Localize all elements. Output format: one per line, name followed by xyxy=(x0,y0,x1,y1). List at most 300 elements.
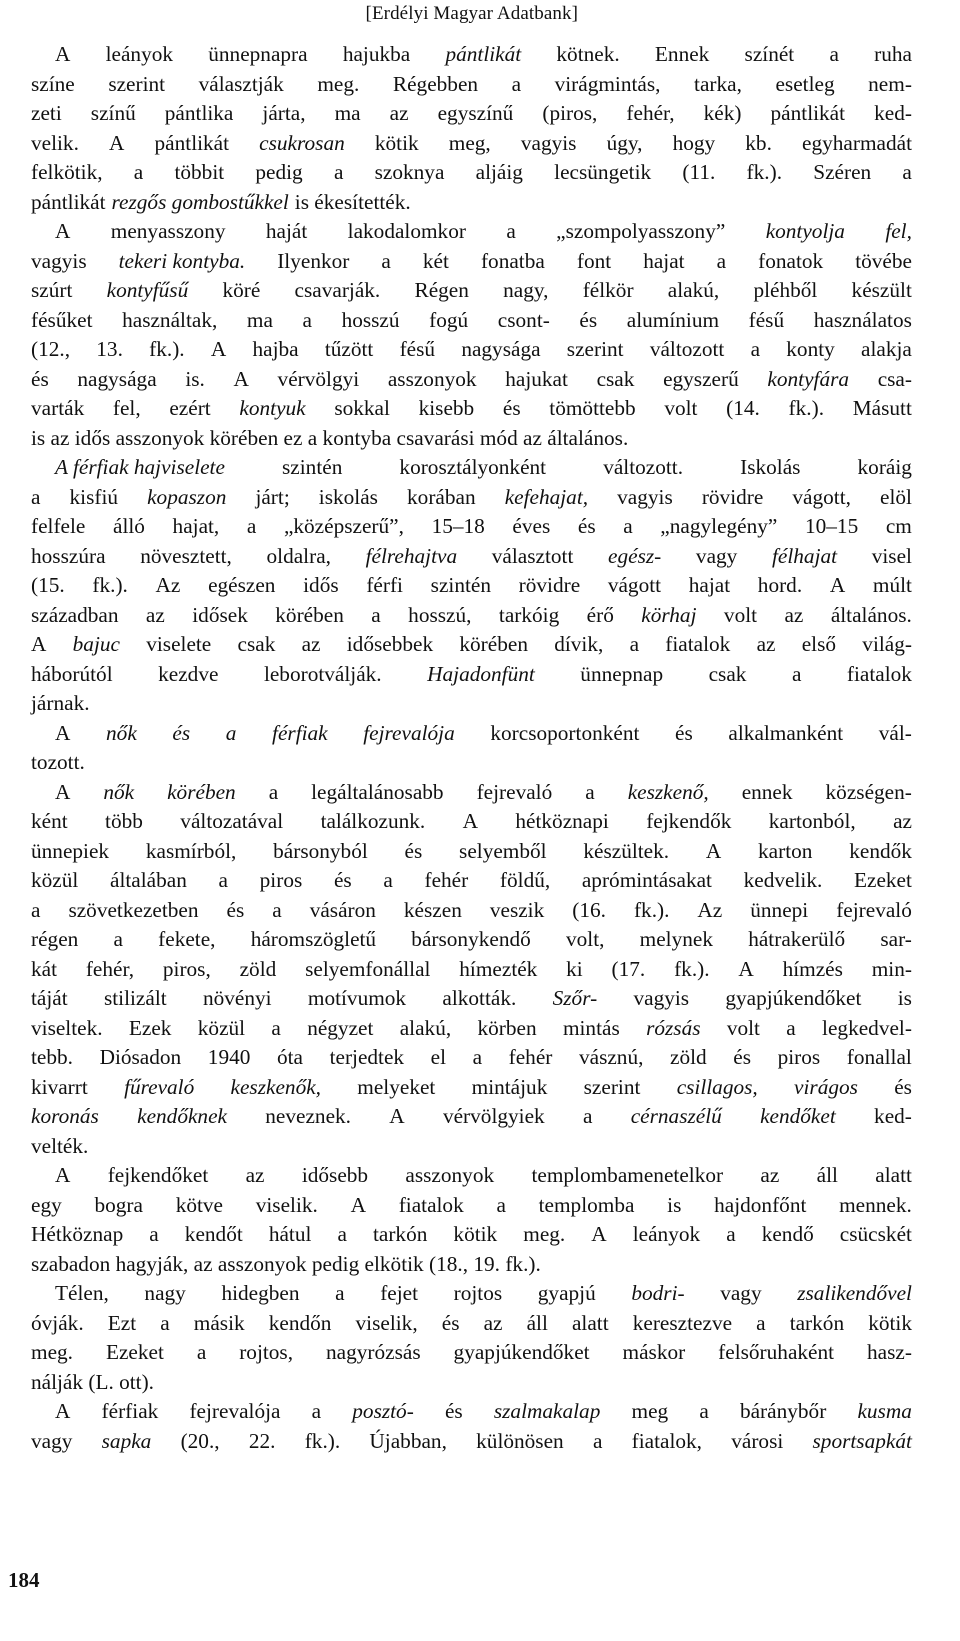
word: hajat, xyxy=(172,514,220,538)
word: és xyxy=(226,897,245,922)
word: iskolás xyxy=(318,484,378,509)
italic-term: szalmakalap xyxy=(493,1399,601,1423)
word: hosszú xyxy=(341,307,400,332)
text-line xyxy=(31,721,912,751)
word: tarkón xyxy=(789,1310,845,1335)
word: (20., xyxy=(180,1428,220,1453)
word: Másutt xyxy=(852,396,912,420)
word: viselik, xyxy=(355,1310,418,1335)
italic-term: kontyuk xyxy=(239,396,306,420)
word: tebb. xyxy=(31,1045,73,1069)
italic-term: koronás xyxy=(31,1104,99,1128)
text-line xyxy=(31,1163,912,1193)
italic-term: kusma xyxy=(857,1399,912,1423)
word: ként xyxy=(31,809,68,833)
word: asszonyok xyxy=(387,366,477,391)
word: fel, xyxy=(112,396,141,420)
word: motívumok xyxy=(307,986,407,1010)
word: általános. xyxy=(830,602,912,627)
word: a xyxy=(506,219,516,243)
word: a xyxy=(196,1340,207,1364)
word: a xyxy=(272,897,282,922)
word: gyapjúkendőket xyxy=(453,1340,590,1364)
word: szerint xyxy=(108,71,166,96)
word: vérvölgyi xyxy=(277,366,360,391)
word: fejet xyxy=(380,1281,419,1305)
word: korában xyxy=(407,484,476,509)
word: ünnepiek xyxy=(31,838,110,863)
italic-term: fejrevalója xyxy=(363,720,455,745)
italic-term: csillagos, xyxy=(676,1074,758,1099)
word: kötik xyxy=(453,1222,498,1246)
word: az xyxy=(893,809,912,833)
text-line xyxy=(31,72,912,102)
word: nálják (L. ott). xyxy=(31,1369,155,1394)
italic-term: fűrevaló xyxy=(124,1074,195,1099)
word: egészen xyxy=(208,573,276,597)
italic-term: Hajadonfünt xyxy=(427,661,535,686)
text-line xyxy=(31,1252,912,1282)
word: egy xyxy=(31,1192,62,1217)
word: ezért xyxy=(169,396,211,420)
word: idősebb xyxy=(301,1163,369,1187)
italic-term: nők xyxy=(103,779,135,804)
word: szabadon hagyják, az asszonyok pedig elkötik (18., 19. fk.). xyxy=(31,1251,541,1276)
text-line xyxy=(31,1370,912,1400)
text-line xyxy=(31,632,912,662)
text-line xyxy=(31,160,912,190)
word: mintás xyxy=(562,1015,620,1040)
word: készen xyxy=(403,897,462,922)
word: háborútól xyxy=(31,661,113,686)
word: gyapjú xyxy=(537,1281,596,1305)
word: vagyis xyxy=(617,484,673,509)
word: áll xyxy=(526,1310,548,1335)
word: fonallal xyxy=(846,1045,912,1069)
word: Diósadon xyxy=(99,1045,182,1069)
word: több xyxy=(105,809,143,833)
word: Ezt xyxy=(107,1310,137,1335)
italic-term: körhaj xyxy=(641,602,697,627)
italic-term: egész- xyxy=(608,543,662,568)
italic-term: Szőr- xyxy=(552,986,598,1010)
word: 1940 xyxy=(207,1045,251,1069)
word: terjedtek xyxy=(329,1045,405,1069)
body-text xyxy=(31,42,912,1458)
word: a xyxy=(585,779,595,804)
word: hosszú, xyxy=(408,602,472,627)
word: „szompolyasszony” xyxy=(556,219,726,243)
text-line xyxy=(31,308,912,338)
italic-term: és xyxy=(172,720,191,745)
word: A xyxy=(55,1399,71,1423)
word: leányok xyxy=(632,1222,701,1246)
text-line xyxy=(31,1075,912,1105)
text-line xyxy=(31,514,912,544)
word: fejrevalója xyxy=(189,1399,281,1423)
word: és xyxy=(894,1074,912,1099)
word: A xyxy=(738,956,754,981)
italic-term: kontyfára xyxy=(767,366,850,391)
word: színét xyxy=(744,42,795,66)
italic-term: csukrosan xyxy=(259,130,345,155)
word: selyemfonállal xyxy=(305,956,431,981)
word: bogra xyxy=(94,1192,143,1217)
word: velték. xyxy=(31,1133,89,1158)
word: fésűket xyxy=(31,307,93,332)
word: menyasszony xyxy=(110,219,226,243)
word: kötve xyxy=(175,1192,224,1217)
word: és xyxy=(404,838,423,863)
word: az xyxy=(760,1163,780,1187)
word: színű xyxy=(90,101,136,125)
word: is xyxy=(667,1192,682,1217)
word: haját xyxy=(265,219,308,243)
word: felkötik, xyxy=(31,160,103,184)
word: fk.). xyxy=(92,573,128,597)
word: 22. xyxy=(248,1428,276,1453)
word: az xyxy=(245,1163,265,1187)
word: a xyxy=(31,897,41,922)
word: Ezek xyxy=(128,1015,172,1040)
text-line xyxy=(31,1016,912,1046)
word: kedvelik. xyxy=(743,868,823,892)
word: férfiak xyxy=(101,1399,159,1423)
word: templomba xyxy=(538,1192,635,1217)
text-line xyxy=(31,691,912,721)
text-line xyxy=(31,485,912,515)
word: máskor xyxy=(622,1340,686,1364)
word: a xyxy=(496,1192,506,1217)
word: fehér xyxy=(508,1045,553,1069)
word: kendő xyxy=(761,1222,814,1246)
word: a xyxy=(268,779,279,804)
word: áll xyxy=(816,1163,838,1187)
word: fejrevaló xyxy=(476,779,553,804)
word: színe xyxy=(31,71,75,96)
text-line xyxy=(31,986,912,1016)
word: pántlikát xyxy=(154,130,230,155)
word: kisebb xyxy=(418,396,475,420)
word: hajukat xyxy=(505,366,568,391)
word: ki xyxy=(566,956,583,981)
word: asszonyok xyxy=(405,1163,495,1187)
word: A xyxy=(591,1222,607,1246)
word: cm xyxy=(885,514,912,538)
word: az xyxy=(389,101,409,125)
word: Az xyxy=(697,897,723,922)
text-line xyxy=(31,839,912,869)
word: fejrevaló xyxy=(836,897,912,922)
word: férfi xyxy=(366,573,403,597)
word: fiatalok, xyxy=(631,1428,702,1453)
word: oldalra, xyxy=(266,543,331,568)
word: a xyxy=(582,1104,593,1128)
word: különösen xyxy=(476,1428,564,1453)
word: (15. xyxy=(31,573,65,597)
word: aljáig xyxy=(475,160,523,184)
italic-term: cérnaszélű xyxy=(630,1104,722,1128)
word: (12., xyxy=(31,337,71,361)
word: fk.). xyxy=(746,160,783,184)
italic-term: körében xyxy=(167,779,236,804)
word: meg. xyxy=(523,1222,566,1246)
word: alakú, xyxy=(667,278,720,302)
word: melyeket xyxy=(357,1074,436,1099)
word: fekete, xyxy=(158,927,216,951)
italic-term: rezgős gombostűkkel xyxy=(111,189,289,214)
word: volt xyxy=(726,1015,760,1040)
word: fehér, xyxy=(85,956,135,981)
italic-term: virágos xyxy=(794,1074,858,1099)
word: találkozunk. xyxy=(320,809,426,833)
italic-term: félhajat xyxy=(771,543,838,568)
word: rövidre xyxy=(518,573,581,597)
word: és xyxy=(333,868,352,892)
text-line xyxy=(31,957,912,987)
word: készültek. xyxy=(583,838,670,863)
word: nagysága xyxy=(461,337,541,361)
word: fehér xyxy=(424,868,469,892)
word: a xyxy=(218,868,228,892)
word: álló xyxy=(113,514,145,538)
word: kötik xyxy=(374,130,419,155)
word: mintájuk xyxy=(471,1074,548,1099)
word: közül xyxy=(197,1015,246,1040)
word: meg. xyxy=(317,71,360,96)
word: fk.). xyxy=(674,956,710,981)
word: kötnek. xyxy=(556,42,620,66)
word: A xyxy=(109,130,125,155)
word: neveznek. xyxy=(265,1104,351,1128)
word: volt, xyxy=(565,927,605,951)
text-line xyxy=(31,1429,912,1459)
word: hátrakerülő xyxy=(748,927,846,951)
word: legkedvel- xyxy=(822,1015,912,1040)
text-line xyxy=(31,219,912,249)
word: szintén xyxy=(282,455,343,479)
text-line xyxy=(31,101,912,131)
word: Ilyenkor xyxy=(277,248,350,273)
word: volt xyxy=(723,602,758,627)
word: változott. xyxy=(603,455,684,479)
word: viselete xyxy=(146,632,212,656)
word: 15–18 xyxy=(431,514,485,538)
word: éves xyxy=(512,514,551,538)
word: „középszerű”, xyxy=(283,514,404,538)
word: hasz- xyxy=(867,1340,912,1364)
word: koráig xyxy=(857,455,912,479)
word: korosztályonként xyxy=(399,455,547,479)
word: óvják. xyxy=(31,1310,84,1335)
word: vérvölgyiek xyxy=(442,1104,545,1128)
text-line xyxy=(31,1340,912,1370)
word: piros xyxy=(777,1045,821,1069)
word: a xyxy=(786,1015,796,1040)
word: A xyxy=(31,632,47,656)
text-line xyxy=(31,868,912,898)
word: A xyxy=(705,838,722,863)
word: stilizált xyxy=(103,986,167,1010)
word: csavarják. xyxy=(294,278,381,302)
text-line xyxy=(31,367,912,397)
word: vásáron xyxy=(309,897,376,922)
word: szoknya xyxy=(374,160,445,184)
word: a xyxy=(333,160,344,184)
word: rövidre xyxy=(701,484,764,509)
word: a xyxy=(160,1310,170,1335)
word: templombamenetelkor xyxy=(531,1163,724,1187)
word: csak xyxy=(237,632,276,656)
word: is. xyxy=(185,366,205,391)
word: fiatalok xyxy=(846,661,912,686)
italic-term: posztó- xyxy=(352,1399,414,1423)
word: városi xyxy=(731,1428,784,1453)
word: bársonyból xyxy=(273,838,368,863)
word: érő xyxy=(586,602,614,627)
word: tömöttebb xyxy=(549,396,636,420)
word: múlt xyxy=(872,573,912,597)
word: a xyxy=(246,514,257,538)
word: táját xyxy=(31,986,68,1010)
word: bársonykendő xyxy=(411,927,531,951)
word: alkották. xyxy=(442,986,517,1010)
word: mennek. xyxy=(839,1192,912,1217)
word: piros, xyxy=(162,956,211,981)
word: 13. xyxy=(96,337,123,361)
word: tarkóig xyxy=(498,602,560,627)
word: két xyxy=(422,248,449,273)
text-line xyxy=(31,455,912,485)
word: hétköznapi xyxy=(515,809,609,833)
word: nagy, xyxy=(503,278,549,302)
word: Széren xyxy=(813,160,872,184)
word: pedig xyxy=(255,160,303,184)
word: alkalmanként xyxy=(728,720,844,745)
word: pléhből xyxy=(753,278,818,302)
word: aprómintásakat xyxy=(581,868,712,892)
word: kartonból, xyxy=(768,809,856,833)
word: a xyxy=(302,307,312,332)
word: varták xyxy=(31,396,85,420)
word: (16. xyxy=(572,897,606,922)
word: szerint xyxy=(583,1074,641,1099)
word: a xyxy=(31,484,41,509)
running-header: [Erdélyi Magyar Adatbank] xyxy=(365,3,578,24)
word: hajat xyxy=(688,573,731,597)
word: is xyxy=(897,986,912,1010)
word: fejkendők xyxy=(646,809,732,833)
word: (14. xyxy=(726,396,760,420)
word: A xyxy=(55,42,71,66)
word: nagy xyxy=(144,1281,186,1305)
word: viseltek. xyxy=(31,1015,103,1040)
word: vásznú, xyxy=(578,1045,644,1069)
word: a xyxy=(629,632,640,656)
word: vagyis xyxy=(520,130,577,155)
word: virágmintás, xyxy=(554,71,661,96)
word: többit xyxy=(174,160,225,184)
word: és xyxy=(31,366,49,391)
word: a xyxy=(472,1045,483,1069)
word: használatos xyxy=(813,307,912,332)
word: keresztezve xyxy=(632,1310,733,1335)
word: közül xyxy=(31,868,79,892)
word: sar- xyxy=(880,927,912,951)
text-line xyxy=(31,1104,912,1134)
word: községen- xyxy=(825,779,912,804)
word: csont- xyxy=(497,307,550,332)
word: fk.). xyxy=(788,396,825,420)
word: a xyxy=(337,1222,347,1246)
word: szerint xyxy=(566,337,624,361)
word: font xyxy=(576,248,612,273)
word: sokkal xyxy=(334,396,390,420)
word: és xyxy=(502,396,521,420)
word: a xyxy=(726,1222,736,1246)
italic-term: fel, xyxy=(885,219,912,243)
word: a xyxy=(383,868,393,892)
text-line xyxy=(31,42,912,72)
word: köré xyxy=(222,278,261,302)
word: fk.). xyxy=(149,337,185,361)
word: el xyxy=(430,1045,447,1069)
word: a xyxy=(335,1281,345,1305)
word: tarka, xyxy=(694,71,742,96)
italic-term: pántlikát xyxy=(445,42,522,66)
word: választott xyxy=(491,543,574,568)
word: Újabban, xyxy=(369,1428,447,1453)
word: hidegben xyxy=(221,1281,300,1305)
word: egyszerű xyxy=(663,366,739,391)
text-line xyxy=(31,1045,912,1075)
word: változott xyxy=(649,337,725,361)
word: melynek xyxy=(639,927,713,951)
word: ünnepi xyxy=(750,897,809,922)
word: Ennek xyxy=(654,42,710,66)
word: vagy xyxy=(720,1281,762,1305)
word: idős xyxy=(303,573,339,597)
word: felfele xyxy=(31,514,86,538)
word: a xyxy=(716,248,727,273)
word: földű, xyxy=(499,868,551,892)
word: a xyxy=(699,1399,709,1423)
italic-term: férfiak xyxy=(272,720,328,745)
word: vagyis xyxy=(31,248,87,273)
text-line xyxy=(31,927,912,957)
word: fk.). xyxy=(304,1428,341,1453)
word: nem- xyxy=(868,71,912,96)
word: lecsüngetik xyxy=(554,160,652,184)
word: karton xyxy=(758,838,813,863)
word: egyszínű xyxy=(437,101,514,125)
text-line xyxy=(31,750,912,780)
word: vágott, xyxy=(792,484,851,509)
text-line xyxy=(31,809,912,839)
text-line xyxy=(31,426,912,456)
word: veszik xyxy=(489,897,545,922)
word: a xyxy=(791,661,802,686)
word: rojtos xyxy=(453,1281,503,1305)
italic-term: A férfiak hajviselete xyxy=(55,455,225,479)
text-line xyxy=(31,1399,912,1429)
text-line xyxy=(31,278,912,308)
word: dívik, xyxy=(554,632,604,656)
italic-term: bajuc xyxy=(72,632,120,656)
word: másik xyxy=(193,1310,245,1335)
word: Télen, xyxy=(55,1281,109,1305)
italic-term: keszkenők, xyxy=(230,1074,321,1099)
